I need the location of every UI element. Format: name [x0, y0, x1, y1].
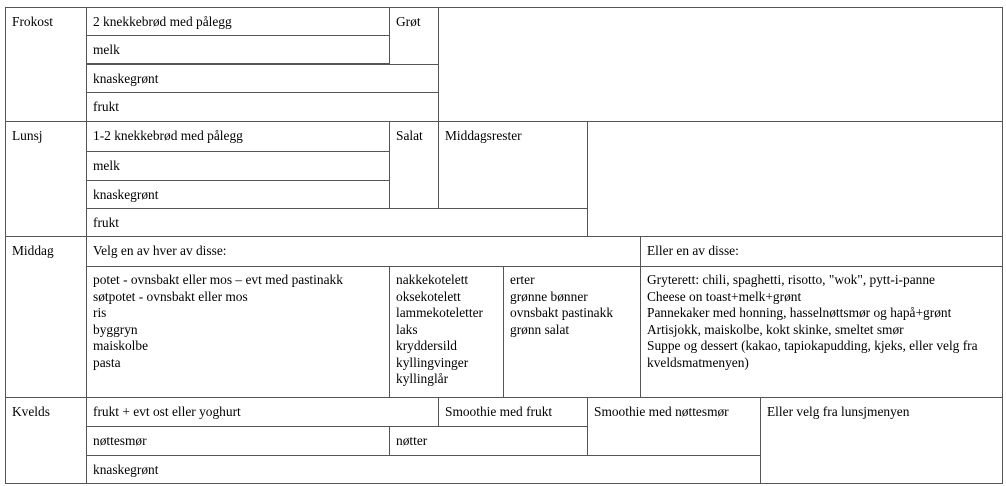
kvelds-alt-smoothie-frukt: Smoothie med frukt — [438, 397, 588, 427]
middag-alt-list: Gryterett: chili, spaghetti, risotto, "wok", pytt-i-panne Cheese on toast+melk+grønt Pannekaker med honning, hasselnøttsmør og hapå+grønt Artisjokk, maiskolbe, kokt skinke, smeltet smør Suppe og dessert (kakao, tapiokapudding, kjeks, eller velg fra kveldsmatmenyen) — [640, 266, 1003, 398]
kvelds-alt-lunsjmenyen: Eller velg fra lunsjmenyen — [760, 397, 1003, 484]
lunsj-item-3: knaskegrønt — [86, 180, 390, 209]
middag-heading-alt: Eller en av disse: — [640, 236, 1003, 267]
lunsj-item-1: 1-2 knekkebrød med pålegg — [86, 121, 390, 152]
frokost-item-3: knaskegrønt — [86, 64, 439, 93]
lunsj-item-2: melk — [86, 151, 390, 181]
frokost-item-4: frukt — [86, 92, 439, 122]
kvelds-item-1: frukt + evt ost eller yoghurt — [86, 397, 439, 427]
frokost-alt-grot: Grøt — [389, 7, 439, 65]
lunsj-alt-middagsrester: Middagsrester — [438, 121, 588, 209]
middag-heading: Velg en av hver av disse: — [86, 236, 641, 267]
row-label-kvelds: Kvelds — [5, 397, 87, 484]
kvelds-item-4: knaskegrønt — [86, 455, 761, 484]
kvelds-alt-smoothie-nottesmor: Smoothie med nøttesmør — [587, 397, 761, 456]
lunsj-empty — [587, 121, 1003, 237]
row-label-middag: Middag — [5, 236, 87, 398]
row-label-lunsj: Lunsj — [5, 121, 87, 237]
lunsj-item-4: frukt — [86, 208, 588, 237]
frokost-item-1: 2 knekkebrød med pålegg — [86, 7, 390, 36]
lunsj-alt-salat: Salat — [389, 121, 439, 209]
frokost-item-2: melk — [86, 35, 390, 64]
middag-protein-list: nakkekotelett oksekotelett lammekoteletter laks kryddersild kyllingvinger kyllinglår — [389, 266, 504, 398]
kvelds-item-3: nøtter — [389, 426, 588, 456]
row-label-frokost: Frokost — [5, 7, 87, 122]
middag-veg-list: erter grønne bønner ovnsbakt pastinakk grønn salat — [503, 266, 641, 398]
frokost-empty — [438, 7, 1003, 122]
middag-carbs-list: potet - ovnsbakt eller mos – evt med pastinakk søtpotet - ovnsbakt eller mos ris byggryn maiskolbe pasta — [86, 266, 390, 398]
kvelds-item-2: nøttesmør — [86, 426, 390, 456]
